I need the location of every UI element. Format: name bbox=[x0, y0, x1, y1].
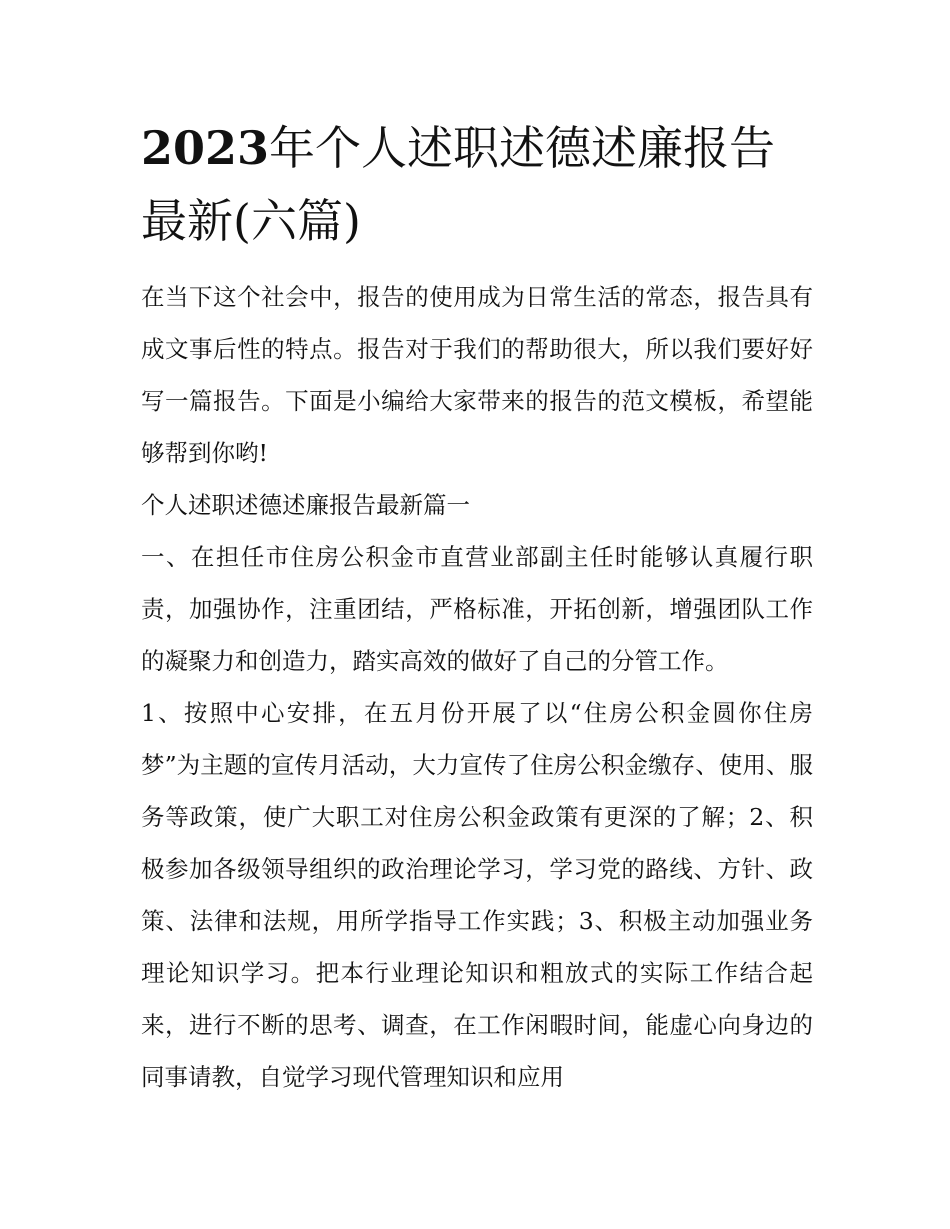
title-text: 年个人述职述德述廉报告最新(六篇) bbox=[141, 121, 776, 248]
document-body bbox=[141, 271, 813, 1103]
document-title bbox=[141, 112, 813, 258]
intro-paragraph: 在当下这个社会中，报告的使用成为日常生活的常态，报告具有成文事后性的特点。报告对于我们的帮助很大，所以我们要好好写一篇报告。下面是小编给大家带来的报告的范文模板，希望能够帮到你哟! bbox=[141, 283, 813, 467]
body-paragraph: 一、在担任市住房公积金市直营业部副主任时能够认真履行职责，加强协作，注重团结，严格标准，开拓创新，增强团队工作的凝聚力和创造力，踏实高效的做好了自己的分管工作。 bbox=[141, 543, 813, 675]
title-year: 2023 bbox=[141, 121, 270, 175]
document-content bbox=[141, 112, 813, 1103]
body-paragraph: 1、按照中心安排，在五月份开展了以“住房公积金圆你住房梦”为主题的宣传月活动，大力宣传了住房公积金缴存、使用、服务等政策，使广大职工对住房公积金政策有更深的了解；2、积极参加各级领导组织的政治理论学习，学习党的路线、方针、政策、法律和法规，用所学指导工作实践；3、积极主动加强业务理论知识学习。把本行业理论知识和粗放式的实际工作结合起来，进行不断的思考、调查，在工作闲暇时间，能虚心向身边的同事请教，自觉学习现代管理知识和应用 bbox=[141, 699, 813, 1091]
section-heading: 个人述职述德述廉报告最新篇一 bbox=[141, 491, 470, 519]
